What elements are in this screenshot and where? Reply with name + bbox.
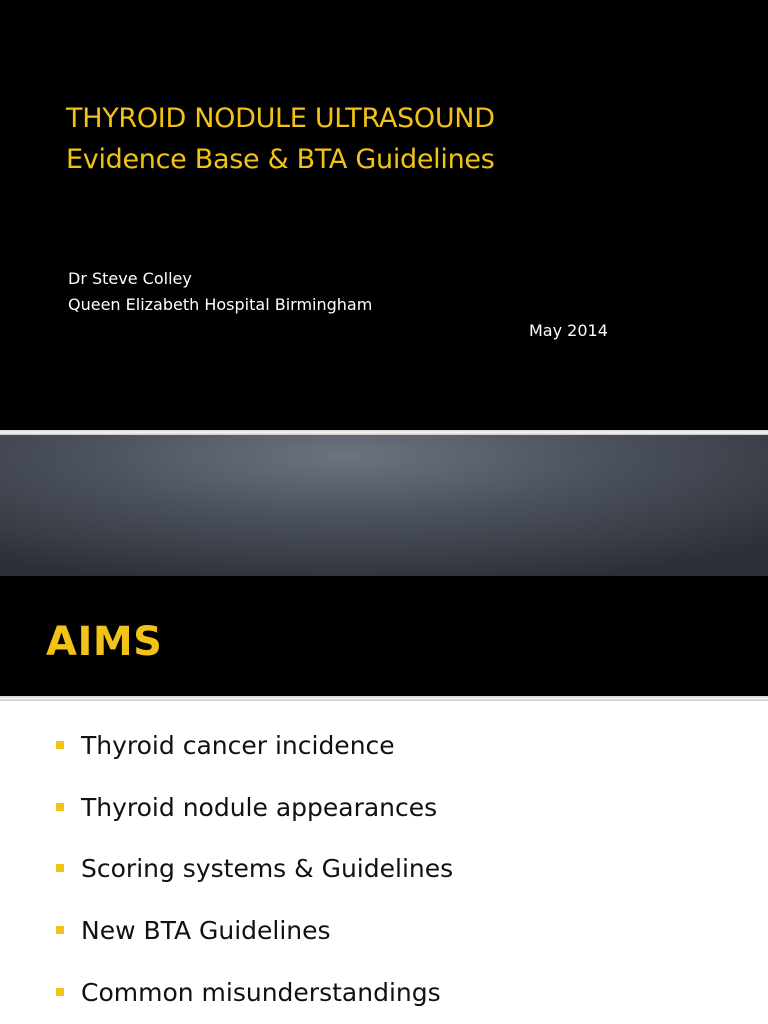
bullet-text: Thyroid cancer incidence xyxy=(81,730,395,760)
bullet-item xyxy=(56,910,331,950)
square-bullet-icon xyxy=(56,864,64,872)
aims-bullet-list xyxy=(0,701,768,1024)
bullet-text: Common misunderstandings xyxy=(81,977,441,1007)
bullet-item xyxy=(56,848,453,888)
square-bullet-icon xyxy=(56,803,64,811)
title-slide xyxy=(0,0,768,430)
bullet-item xyxy=(56,787,437,827)
slide-title xyxy=(66,98,495,180)
title-line-1: THYROID NODULE ULTRASOUND xyxy=(66,103,495,134)
square-bullet-icon xyxy=(56,988,64,996)
presentation-date: May 2014 xyxy=(529,321,608,340)
gradient-band xyxy=(0,435,768,576)
presenter-info xyxy=(68,266,372,318)
institution-name: Queen Elizabeth Hospital Birmingham xyxy=(68,295,373,314)
bullet-text: Thyroid nodule appearances xyxy=(81,792,438,822)
square-bullet-icon xyxy=(56,741,64,749)
bullet-text: New BTA Guidelines xyxy=(81,915,331,945)
bullet-text: Scoring systems & Guidelines xyxy=(81,853,454,883)
square-bullet-icon xyxy=(56,926,64,934)
aims-title: AIMS xyxy=(46,619,163,665)
bullet-item xyxy=(56,725,395,765)
title-line-2: Evidence Base & BTA Guidelines xyxy=(66,144,495,175)
bullet-item xyxy=(56,972,441,1012)
author-name: Dr Steve Colley xyxy=(68,269,192,288)
